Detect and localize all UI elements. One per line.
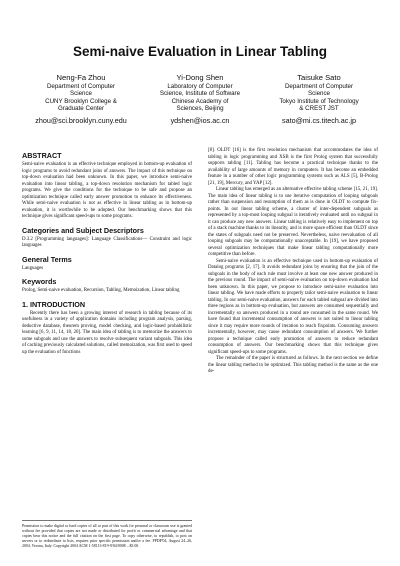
permission-text: Permission to make digital or hard copies of all or part of this work for personal or classroom use is granted without fee provided that copies are not made or distributed for profit or commercial advantage and that copies bear this notice and the full citation on the first page. To copy otherwise, to republish, to post on servers or to redistribute to lists, requires prior specific permission and/or a fee. PPDP'04, August 24–26, 2004, Verona, Italy. Copyright 2004 ACM 1-58113-819-9/04/0008 ...$5.00.: [22, 524, 192, 548]
author-affiliation-line: Graduate Center: [57, 105, 105, 113]
right-column: [208, 148, 378, 376]
permission-notice: [22, 520, 192, 549]
left-column: [22, 151, 192, 356]
author-affiliation-line: Science: [307, 90, 330, 98]
categories-text: D.3.2 [Programming languages]: Language Classifications— Constraint and logic languages: [22, 236, 192, 248]
introduction-heading: 1. INTRODUCTION: [22, 299, 86, 309]
author-affiliation-line: Laboratory of Computer: [167, 83, 233, 90]
author-affiliation-line: Sciences, Beijing: [176, 105, 224, 113]
keywords-heading: Keywords: [22, 277, 57, 286]
author-affiliation-line: Department of Computer: [284, 83, 354, 90]
author-1: [22, 73, 140, 125]
author-name: Neng-Fa Zhou: [56, 73, 106, 82]
author-affiliation-line: Tokyo Institute of Technology: [279, 97, 359, 105]
author-3: [260, 73, 378, 125]
body-paragraph: Linear tabling has emerged as an alternative effective tabling scheme [15, 21, 19]. The main idea of linear tabling is to use iterative computation of looping subgoals rather than suspension and resumption of them as is done in OLDT to compute fix-points. In our linear tabling scheme, a cluster of inter-dependent subgoals as represented by a top-most looping subgoal is iteratively evaluated until no subgoal in it can produce any new answers. Linear tabling is relatively easy to implement on top of a stack machine thanks to its linearity, and is more space efficient than OLDT since the states of subgoals need not be preserved. Nevertheless, naive reevaluation of all looping subgoals may be computationally unacceptable. In [19], we have proposed several optimization techniques that make linear tabling computationally more competitive than before.: [208, 187, 378, 257]
author-block: [22, 73, 378, 125]
author-name: Yi-Dong Shen: [176, 73, 224, 82]
body-paragraph: Semi-naive evaluation is an effective technique used in bottom-up evaluation of Datalog programs [2, 17]. It avoids redundant joins by ensuring that the join of the subgoals in the body of each rule must involve at least one new answer produced in the previous round. The impact of semi-naive evaluation on top-down evaluation had been unknown. In this paper, we propose to introduce semi-naive evaluation into linear tabling. We have made efforts to properly tailor semi-naive evaluation to linear tabling. In our semi-naive evaluation, answers for each tabled subgoal are divided into three regions as in bottom-up evaluation, but answers are consumed sequentially and incrementally so answers produced in a round are consumed in the same round. We have found that incremental consumption of answers is not suited to linear tabling since it may require more rounds of iteration to reach fixpoints. Consuming answers incrementally, however, may cause redundant consumption of answers. We further propose a technique called early promotion of answers to reduce redundant consumption of answers. Our benchmarking shows that this technique gives significant speed-ups to some programs.: [208, 258, 378, 355]
body-paragraph: The remainder of the paper is structured as follows. In the next section we define the linear tabling method to be optimized. This tabling method is the same as the one de-: [208, 356, 378, 374]
general-terms-text: Languages: [22, 265, 44, 271]
introduction-text: Recently there has been a growing interest of research in tabling because of its usefulness in a variety of application domains including program analysis, parsing, deductive database, theorem proving, model checking, and logic-based probabilistic learning [6, 9, 11, 14, 18, 20]. The main idea of tabling is to memorize the answers to some subgoals and use the answers to resolve subsequent variant subgoals. This idea of caching previously calculated solutions, called memoization, was first used to speed up the evaluation of functions: [22, 310, 192, 355]
paper-title: Semi-naive Evaluation in Linear Tabling: [72, 44, 328, 59]
keywords-text: Prolog, Semi-naive evaluation, Recursion, Tabling, Memoization, Linear tabling: [22, 288, 180, 293]
author-affiliation-line: Science, Institute of Software: [159, 90, 241, 98]
author-email: ydshen@ios.ac.cn: [170, 115, 230, 125]
author-name: Taisuke Sato: [297, 73, 341, 82]
categories-heading: Categories and Subject Descriptors: [22, 225, 144, 235]
author-affiliation-line: Science: [69, 90, 92, 98]
author-affiliation-line: Chinese Academy of: [171, 97, 229, 105]
author-affiliation-line: CUNY Brooklyn College &: [45, 97, 117, 105]
author-affiliation-line: & CREST JST: [299, 105, 339, 113]
abstract-text: Semi-naive evaluation is an effective technique employed in bottom-up evaluation of logic programs to avoid redundant joins of answers. The impact of this technique on top-down evaluation had been unknown. In this paper, we introduce semi-naive evaluation into linear tabling, a top-down resolution mechanism for tabled logic programs. We give the conditions for the technique to be safe and propose an optimization technique called early answer promotion to enhance its effectiveness. While semi-naive evaluation is not as effective in linear tabling as in bottom-up evaluation, it is worthwhile to be adopted. Our benchmarking shows that this technique gives significant speed-ups to some programs.: [22, 162, 192, 219]
abstract-heading: ABSTRACT: [22, 151, 62, 160]
body-paragraph: [8]. OLDT [16] is the first resolution mechanism that accommodates the idea of tabling in logic programming and XSB is the first Prolog system that successfully supports tabling [11]. Tabling has become a practical technique thanks to the availability of large amounts of memory in computers. It has become an embedded feature in a number of other logic programming systems such as ALS [5], B-Prolog [21, 19], Mercury, and YAP [12].: [208, 148, 378, 186]
author-affiliation-line: Department of Computer: [46, 83, 116, 90]
author-2: [141, 73, 259, 125]
general-terms-heading: General Terms: [22, 254, 72, 264]
author-email: zhou@sci.brooklyn.cuny.edu: [35, 115, 127, 125]
author-email: sato@mi.cs.titech.ac.jp: [281, 115, 356, 125]
